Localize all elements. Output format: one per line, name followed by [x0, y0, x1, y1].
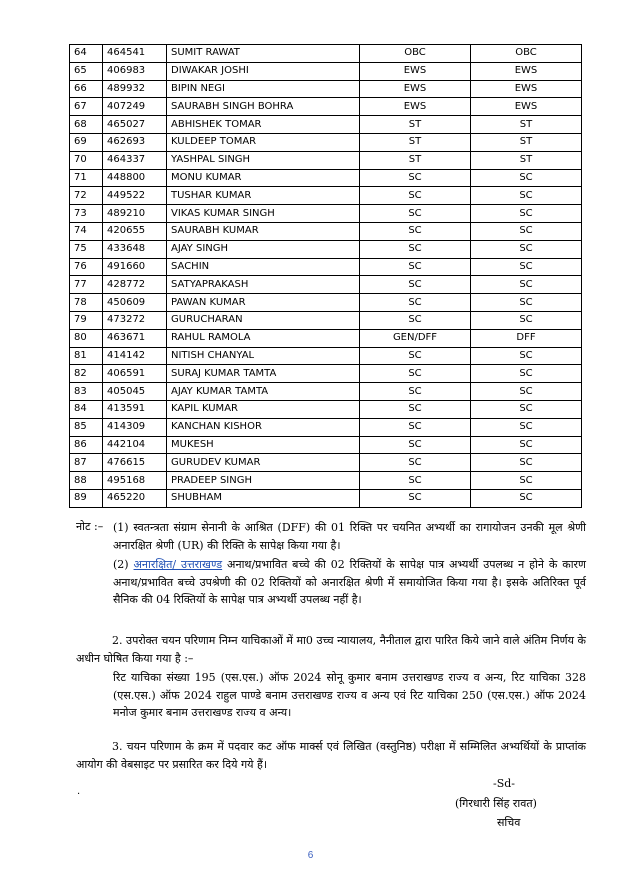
- category-cell: SC: [360, 454, 471, 472]
- note-point-2-text: अनाथ/प्रभावित बच्चे की 02 रिक्तियों के सापेक्ष पात्र अभ्यर्थी उपलब्ध न होने के कारण अनाथ/प्रभावित बच्चे उपश्रेणी की 02 रिक्तियों को अनारक्षित श्रेणी में समायोजित किया गया है। इसके अतिरिक्त पूर्व सैनिक की 04 रिक्तियों के सापेक्ष पात्र अभ्यर्थी उपलब्ध नहीं है।: [113, 558, 587, 606]
- signatory-designation: सचिव: [497, 816, 521, 829]
- serial-no-cell: 68: [70, 116, 103, 134]
- selected-category-cell: EWS: [471, 98, 582, 116]
- name-cell: AJAY KUMAR TAMTA: [167, 383, 360, 401]
- selected-category-cell: SC: [471, 222, 582, 240]
- selected-category-cell: SC: [471, 205, 582, 223]
- signatory-name: (गिरधारी सिंह रावत): [455, 797, 537, 810]
- table-row: [70, 454, 582, 472]
- roll-no-cell: 465220: [103, 489, 167, 507]
- name-cell: MONU KUMAR: [167, 169, 360, 187]
- category-cell: ST: [360, 116, 471, 134]
- page-number: 6: [307, 850, 314, 861]
- selected-category-cell: ST: [471, 151, 582, 169]
- category-cell: SC: [360, 169, 471, 187]
- name-cell: SUMIT RAWAT: [167, 45, 360, 63]
- roll-no-cell: 450609: [103, 294, 167, 312]
- note-point-2-link[interactable]: अनारक्षित/ उत्तराखण्ड: [133, 558, 223, 571]
- note-point-2: [113, 556, 586, 609]
- roll-no-cell: 420655: [103, 222, 167, 240]
- category-cell: SC: [360, 418, 471, 436]
- roll-no-cell: 476615: [103, 454, 167, 472]
- serial-no-cell: 65: [70, 62, 103, 80]
- serial-no-cell: 75: [70, 240, 103, 258]
- selected-category-cell: SC: [471, 347, 582, 365]
- selected-category-cell: SC: [471, 383, 582, 401]
- name-cell: KULDEEP TOMAR: [167, 133, 360, 151]
- serial-no-cell: 83: [70, 383, 103, 401]
- name-cell: MUKESH: [167, 436, 360, 454]
- paragraph-3: 3. चयन परिणाम के क्रम में पदवार कट ऑफ मार्क्स एवं लिखित (वस्तुनिष्ठ) परीक्षा में सम्मिलित अभ्यर्थियों के प्राप्तांक आयोग की वेबसाइट पर प्रसारित कर दिये गये हैं।: [76, 740, 586, 771]
- table-row: [70, 276, 582, 294]
- name-cell: KAPIL KUMAR: [167, 400, 360, 418]
- selected-category-cell: SC: [471, 365, 582, 383]
- name-cell: NITISH CHANYAL: [167, 347, 360, 365]
- category-cell: SC: [360, 222, 471, 240]
- roll-no-cell: 448800: [103, 169, 167, 187]
- name-cell: GURUCHARAN: [167, 311, 360, 329]
- category-cell: SC: [360, 436, 471, 454]
- roll-no-cell: 442104: [103, 436, 167, 454]
- roll-no-cell: 406591: [103, 365, 167, 383]
- serial-no-cell: 72: [70, 187, 103, 205]
- name-cell: GURUDEV KUMAR: [167, 454, 360, 472]
- serial-no-cell: 79: [70, 311, 103, 329]
- roll-no-cell: 473272: [103, 311, 167, 329]
- category-cell: SC: [360, 311, 471, 329]
- category-cell: SC: [360, 205, 471, 223]
- selected-category-cell: SC: [471, 258, 582, 276]
- name-cell: TUSHAR KUMAR: [167, 187, 360, 205]
- table-row: [70, 240, 582, 258]
- table-row: [70, 98, 582, 116]
- table-row: [70, 329, 582, 347]
- selection-table: [69, 44, 582, 508]
- roll-no-cell: 464541: [103, 45, 167, 63]
- name-cell: VIKAS KUMAR SINGH: [167, 205, 360, 223]
- serial-no-cell: 73: [70, 205, 103, 223]
- name-cell: SHUBHAM: [167, 489, 360, 507]
- roll-no-cell: 462693: [103, 133, 167, 151]
- roll-no-cell: 449522: [103, 187, 167, 205]
- selected-category-cell: SC: [471, 418, 582, 436]
- serial-no-cell: 89: [70, 489, 103, 507]
- serial-no-cell: 70: [70, 151, 103, 169]
- serial-no-cell: 85: [70, 418, 103, 436]
- stray-dot: .: [77, 786, 81, 797]
- table-row: [70, 116, 582, 134]
- category-cell: SC: [360, 400, 471, 418]
- serial-no-cell: 77: [70, 276, 103, 294]
- name-cell: PAWAN KUMAR: [167, 294, 360, 312]
- roll-no-cell: 428772: [103, 276, 167, 294]
- name-cell: AJAY SINGH: [167, 240, 360, 258]
- table-row: [70, 258, 582, 276]
- selected-category-cell: EWS: [471, 62, 582, 80]
- signature-sd: -Sd-: [493, 777, 516, 790]
- category-cell: OBC: [360, 45, 471, 63]
- roll-no-cell: 433648: [103, 240, 167, 258]
- table-row: [70, 365, 582, 383]
- selected-category-cell: SC: [471, 240, 582, 258]
- roll-no-cell: 413591: [103, 400, 167, 418]
- roll-no-cell: 407249: [103, 98, 167, 116]
- category-cell: SC: [360, 187, 471, 205]
- selected-category-cell: SC: [471, 169, 582, 187]
- serial-no-cell: 66: [70, 80, 103, 98]
- roll-no-cell: 489932: [103, 80, 167, 98]
- selected-category-cell: OBC: [471, 45, 582, 63]
- selected-category-cell: SC: [471, 187, 582, 205]
- roll-no-cell: 414142: [103, 347, 167, 365]
- note-point-2-prefix: (2): [113, 558, 134, 571]
- selected-category-cell: ST: [471, 116, 582, 134]
- roll-no-cell: 463671: [103, 329, 167, 347]
- table-row: [70, 311, 582, 329]
- category-cell: SC: [360, 365, 471, 383]
- table-row: [70, 62, 582, 80]
- selected-category-cell: EWS: [471, 80, 582, 98]
- selected-category-cell: SC: [471, 489, 582, 507]
- selected-category-cell: SC: [471, 436, 582, 454]
- category-cell: SC: [360, 383, 471, 401]
- selected-category-cell: ST: [471, 133, 582, 151]
- roll-no-cell: 465027: [103, 116, 167, 134]
- selected-category-cell: SC: [471, 472, 582, 490]
- table-row: [70, 169, 582, 187]
- serial-no-cell: 67: [70, 98, 103, 116]
- table-row: [70, 187, 582, 205]
- roll-no-cell: 495168: [103, 472, 167, 490]
- name-cell: SAURABH KUMAR: [167, 222, 360, 240]
- category-cell: SC: [360, 240, 471, 258]
- table-row: [70, 436, 582, 454]
- category-cell: EWS: [360, 98, 471, 116]
- roll-no-cell: 464337: [103, 151, 167, 169]
- table-row: [70, 418, 582, 436]
- serial-no-cell: 74: [70, 222, 103, 240]
- roll-no-cell: 406983: [103, 62, 167, 80]
- serial-no-cell: 84: [70, 400, 103, 418]
- name-cell: SAURABH SINGH BOHRA: [167, 98, 360, 116]
- serial-no-cell: 81: [70, 347, 103, 365]
- name-cell: YASHPAL SINGH: [167, 151, 360, 169]
- name-cell: DIWAKAR JOSHI: [167, 62, 360, 80]
- selected-category-cell: SC: [471, 276, 582, 294]
- category-cell: SC: [360, 276, 471, 294]
- name-cell: SACHIN: [167, 258, 360, 276]
- category-cell: GEN/DFF: [360, 329, 471, 347]
- category-cell: EWS: [360, 62, 471, 80]
- table-row: [70, 45, 582, 63]
- selected-category-cell: SC: [471, 311, 582, 329]
- roll-no-cell: 491660: [103, 258, 167, 276]
- serial-no-cell: 80: [70, 329, 103, 347]
- serial-no-cell: 82: [70, 365, 103, 383]
- table-row: [70, 400, 582, 418]
- roll-no-cell: 405045: [103, 383, 167, 401]
- table-row: [70, 294, 582, 312]
- name-cell: PRADEEP SINGH: [167, 472, 360, 490]
- table-row: [70, 472, 582, 490]
- category-cell: EWS: [360, 80, 471, 98]
- serial-no-cell: 78: [70, 294, 103, 312]
- serial-no-cell: 64: [70, 45, 103, 63]
- selected-category-cell: SC: [471, 294, 582, 312]
- name-cell: ABHISHEK TOMAR: [167, 116, 360, 134]
- table-row: [70, 80, 582, 98]
- selected-category-cell: SC: [471, 400, 582, 418]
- category-cell: SC: [360, 294, 471, 312]
- table-row: [70, 205, 582, 223]
- category-cell: SC: [360, 472, 471, 490]
- name-cell: BIPIN NEGI: [167, 80, 360, 98]
- serial-no-cell: 69: [70, 133, 103, 151]
- table-row: [70, 133, 582, 151]
- name-cell: SATYAPRAKASH: [167, 276, 360, 294]
- note-point-1: (1) स्वतन्त्रता संग्राम सेनानी के आश्रित (DFF) की 01 रिक्ति पर चयनित अभ्यर्थी का रागायोजन उनकी मूल श्रेणी अनारक्षित श्रेणी (UR) की रिक्ति के सापेक्ष किया गया है।: [113, 521, 586, 552]
- paragraph-2: 2. उपरोक्त चयन परिणाम निम्न याचिकाओं में मा0 उच्च न्यायालय, नैनीताल द्वारा पारित किये जाने वाले अंतिम निर्णय के अधीन घोषित किया गया है :–: [76, 634, 586, 665]
- category-cell: SC: [360, 489, 471, 507]
- name-cell: KANCHAN KISHOR: [167, 418, 360, 436]
- serial-no-cell: 86: [70, 436, 103, 454]
- selected-category-cell: DFF: [471, 329, 582, 347]
- note-label: नोट :–: [76, 520, 104, 533]
- table-row: [70, 489, 582, 507]
- name-cell: SURAJ KUMAR TAMTA: [167, 365, 360, 383]
- paragraph-2-petitions: रिट याचिका संख्या 195 (एस.एस.) ऑफ 2024 सोनू कुमार बनाम उत्तराखण्ड राज्य व अन्य, रिट याचिका 328 (एस.एस.) ऑफ 2024 राहुल पाण्डे बनाम उत्तराखण्ड राज्य व अन्य एवं रिट याचिका 250 (एस.एस.) ऑफ 2024 मनोज कुमार बनाम उत्तराखण्ड राज्य व अन्य।: [113, 671, 586, 719]
- serial-no-cell: 87: [70, 454, 103, 472]
- category-cell: ST: [360, 151, 471, 169]
- category-cell: SC: [360, 258, 471, 276]
- category-cell: ST: [360, 133, 471, 151]
- serial-no-cell: 76: [70, 258, 103, 276]
- table-row: [70, 222, 582, 240]
- table-row: [70, 383, 582, 401]
- roll-no-cell: 414309: [103, 418, 167, 436]
- category-cell: SC: [360, 347, 471, 365]
- roll-no-cell: 489210: [103, 205, 167, 223]
- table-row: [70, 151, 582, 169]
- selected-category-cell: SC: [471, 454, 582, 472]
- table-row: [70, 347, 582, 365]
- serial-no-cell: 88: [70, 472, 103, 490]
- name-cell: RAHUL RAMOLA: [167, 329, 360, 347]
- serial-no-cell: 71: [70, 169, 103, 187]
